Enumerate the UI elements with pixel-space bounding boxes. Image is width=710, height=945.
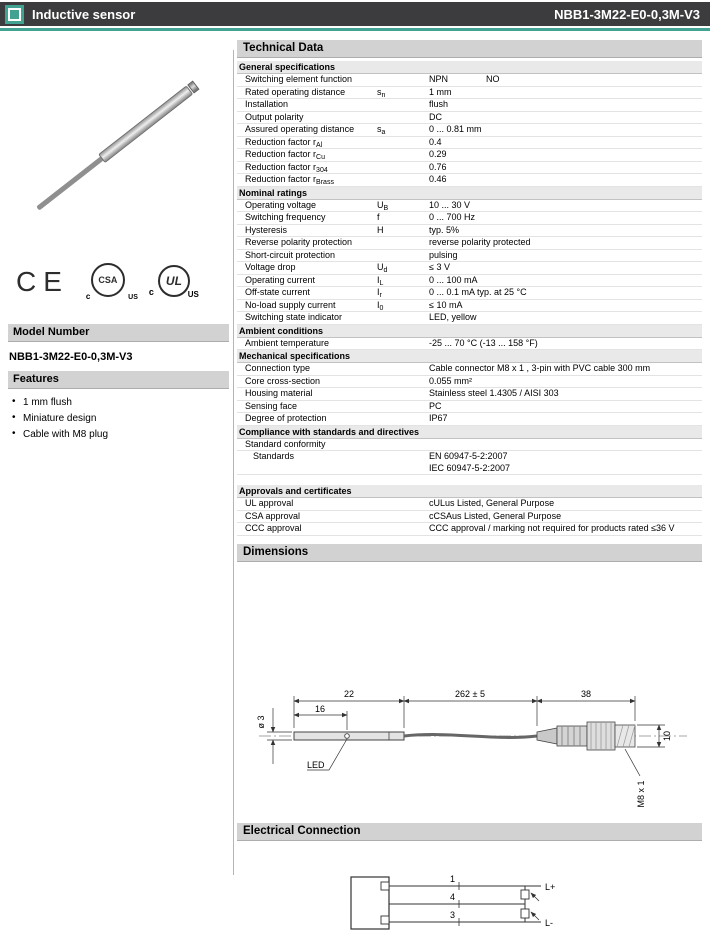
spec-value: cCSAus Listed, General Purpose: [429, 510, 562, 521]
spec-symbol: $I_L$: [377, 274, 384, 287]
ul-us-label: US: [187, 290, 199, 299]
pin-3-label: 3: [449, 909, 455, 920]
spec-row: [237, 338, 702, 351]
feature-item: • 1 mm flush: [10, 397, 227, 408]
pin-1-label: 1: [449, 873, 455, 884]
spec-symbol: $s_n$: [377, 86, 386, 99]
model-number-section-header: Model Number: [8, 324, 229, 342]
features-section-header: Features: [8, 371, 229, 389]
spec-value: cULus Listed, General Purpose: [429, 498, 555, 508]
spec-value: 1 mm: [429, 86, 452, 97]
spec-symbol: f: [377, 212, 380, 222]
dim-262-label: 262 ± 5: [455, 688, 485, 699]
left-panel: [8, 40, 229, 445]
spec-label: Standard conformity: [245, 438, 326, 449]
spec-label: Reduction factor $r_{304}$: [245, 161, 328, 174]
dim-22-label: 22: [343, 688, 355, 699]
sensor-cable: [36, 156, 104, 210]
spec-value: CCC approval / marking not required for products rated ≤36 V: [429, 523, 675, 533]
spec-value: LED, yellow: [429, 312, 477, 322]
product-type-title: Inductive sensor: [32, 6, 136, 22]
model-number-value: NBB1-3M22-E0-0,3M-V3: [9, 351, 133, 363]
spec-value: PC: [429, 400, 442, 411]
spec-value: flush: [429, 99, 449, 109]
spec-row: [237, 162, 702, 175]
spec-label: Housing material: [245, 388, 313, 398]
spec-row: [237, 212, 702, 225]
spec-row: [237, 149, 702, 162]
spec-row: [237, 262, 702, 275]
column-divider: [233, 50, 234, 875]
drawing-connector: [537, 722, 635, 750]
spec-label: Degree of protection: [245, 413, 327, 423]
spec-label: UL approval: [245, 498, 294, 508]
dimension-drawing: [239, 608, 699, 813]
spec-row: [237, 498, 702, 511]
spec-value: 0.76: [429, 161, 447, 172]
terminal-lplus-label: L+: [545, 881, 556, 892]
dimensions-header: Dimensions: [237, 544, 702, 562]
spec-row: [237, 439, 702, 452]
spec-row: [237, 87, 702, 100]
spec-label: Ambient temperature: [245, 337, 330, 348]
spec-value: -25 ... 70 °C (-13 ... 158 °F): [429, 337, 538, 348]
spec-value: IP67: [429, 413, 448, 423]
spec-row: [237, 523, 702, 536]
spec-label: Core cross-section: [245, 375, 321, 386]
spec-value: reverse polarity protected: [429, 237, 531, 247]
dim-16-label: 16: [314, 703, 326, 714]
spec-row: [237, 287, 702, 300]
header-bar: [0, 2, 710, 26]
spec-label: Switching state indicator: [245, 312, 343, 322]
spec-label: Connection type: [245, 363, 311, 373]
spec-row: [237, 137, 702, 150]
spec-label: Off-state current: [245, 287, 310, 297]
spec-value: Cable connector M8 x 1 , 3-pin with PVC cable 300 mm: [429, 363, 651, 373]
right-panel: [237, 40, 702, 945]
accent-rule: [0, 28, 710, 31]
features-list: [8, 389, 229, 440]
pin-4-label: 4: [449, 891, 455, 902]
drawing-cable: [404, 734, 537, 737]
certification-marks: [16, 258, 229, 306]
csa-c-label: c: [85, 292, 91, 301]
spec-label: Short-circuit protection: [245, 249, 336, 260]
spec-symbol: H: [377, 224, 384, 235]
spec-row: [237, 237, 702, 250]
section-header: Ambient conditions: [237, 325, 702, 338]
header-model-number: NBB1-3M22-E0-0,3M-V3: [554, 6, 700, 22]
spec-row: [237, 376, 702, 389]
ul-c-label: c: [148, 287, 154, 297]
spec-label: No-load supply current: [245, 299, 336, 310]
spec-row: [237, 388, 702, 401]
spec-row: [237, 225, 702, 238]
spec-label: Reduction factor $r_{Brass}$: [245, 174, 334, 186]
spec-value: typ. 5%: [429, 224, 460, 235]
spec-value: DC: [429, 111, 442, 122]
electrical-connection-diagram: [337, 865, 577, 945]
section-header: Mechanical specifications: [237, 350, 702, 363]
spec-label: Reverse polarity protection: [245, 237, 353, 247]
spec-label: Voltage drop: [245, 262, 296, 272]
spec-row: [237, 124, 702, 137]
spec-value: 0.29: [429, 149, 447, 159]
spec-row: [237, 363, 702, 376]
spec-symbol: $I_0$: [377, 299, 384, 312]
spec-label: Hysteresis: [245, 224, 288, 235]
spec-label: Operating current: [245, 274, 316, 285]
spec-value: 0.4: [429, 136, 442, 147]
spec-row: [237, 250, 702, 263]
spec-value: 0.055 mm²: [429, 375, 473, 386]
spec-label: Operating voltage: [245, 199, 317, 210]
spec-label: Switching frequency: [245, 212, 326, 222]
spec-row: [237, 275, 702, 288]
spec-value: pulsing: [429, 249, 458, 260]
terminal-lminus-label: L-: [545, 917, 554, 928]
spec-row: [237, 300, 702, 313]
spec-label: Installation: [245, 99, 289, 109]
section-header: General specifications: [237, 61, 702, 74]
csa-mark: CSA c US: [91, 263, 129, 301]
spec-label: Rated operating distance: [245, 86, 346, 97]
spec-value: 0 ... 100 mA: [429, 274, 478, 285]
spec-value: ≤ 10 mA: [429, 299, 463, 310]
product-photo: [8, 40, 229, 252]
spec-row: [237, 511, 702, 524]
dim-dia-label: ø 3: [256, 714, 266, 729]
spec-row: [237, 401, 702, 414]
spec-label: Output polarity: [245, 111, 304, 122]
spec-symbol: $s_a$: [377, 124, 386, 136]
brand-cube-icon: [5, 5, 24, 24]
dim-38-label: 38: [580, 688, 592, 699]
technical-data-table: [237, 61, 702, 536]
csa-us-label: US: [128, 294, 138, 301]
spec-value: 0.46: [429, 174, 447, 184]
spec-row: [237, 312, 702, 325]
ce-mark: CE: [16, 266, 69, 297]
thread-label: M8 x 1: [636, 779, 646, 808]
spec-symbol: $U_d$: [377, 262, 388, 274]
spec-row: [237, 413, 702, 426]
spec-label: Reduction factor $r_{Al}$: [245, 136, 323, 149]
feature-item: • Miniature design: [10, 413, 227, 424]
spec-label: Reduction factor $r_{Cu}$: [245, 149, 325, 161]
spec-label: Switching element function: [245, 74, 353, 84]
sensor-image: [34, 78, 202, 213]
spec-label: Sensing face: [245, 400, 298, 411]
spec-value: EN 60947-5-2:2007 IEC 60947-5-2:2007: [429, 451, 511, 473]
spec-value: 0 ... 0.81 mm: [429, 124, 482, 134]
spec-row: [237, 99, 702, 112]
spec-row: [237, 112, 702, 125]
spec-value: NPN NO: [429, 74, 500, 84]
dim-10-label: 10: [662, 730, 672, 741]
spec-row: [237, 74, 702, 87]
spec-value: 0 ... 0.1 mA typ. at 25 °C: [429, 287, 527, 297]
feature-item: • Cable with M8 plug: [10, 429, 227, 440]
spec-symbol: $I_r$: [377, 287, 382, 299]
spec-label: Standards: [253, 451, 295, 461]
ul-mark: c UL US: [151, 263, 195, 301]
spec-label: CCC approval: [245, 523, 302, 533]
spec-value: 0 ... 700 Hz: [429, 212, 476, 222]
electrical-connection-header: Electrical Connection: [237, 823, 702, 841]
spec-label: Assured operating distance: [245, 124, 355, 134]
spec-value: 10 ... 30 V: [429, 199, 471, 210]
section-header: Approvals and certificates: [237, 485, 702, 498]
spec-label: CSA approval: [245, 510, 301, 521]
section-header: Nominal ratings: [237, 187, 702, 200]
technical-data-header: Technical Data: [237, 40, 702, 58]
spec-value: ≤ 3 V: [429, 262, 450, 272]
spec-row: [237, 451, 702, 475]
spec-row: [237, 200, 702, 213]
spec-symbol: $U_B$: [377, 199, 389, 212]
spec-value: Stainless steel 1.4305 / AISI 303: [429, 388, 559, 398]
led-label: LED: [307, 759, 325, 770]
section-header: Compliance with standards and directives: [237, 426, 702, 439]
spec-row: [237, 174, 702, 187]
drawing-led-ring: [345, 733, 350, 738]
sensor-body: [98, 85, 193, 163]
